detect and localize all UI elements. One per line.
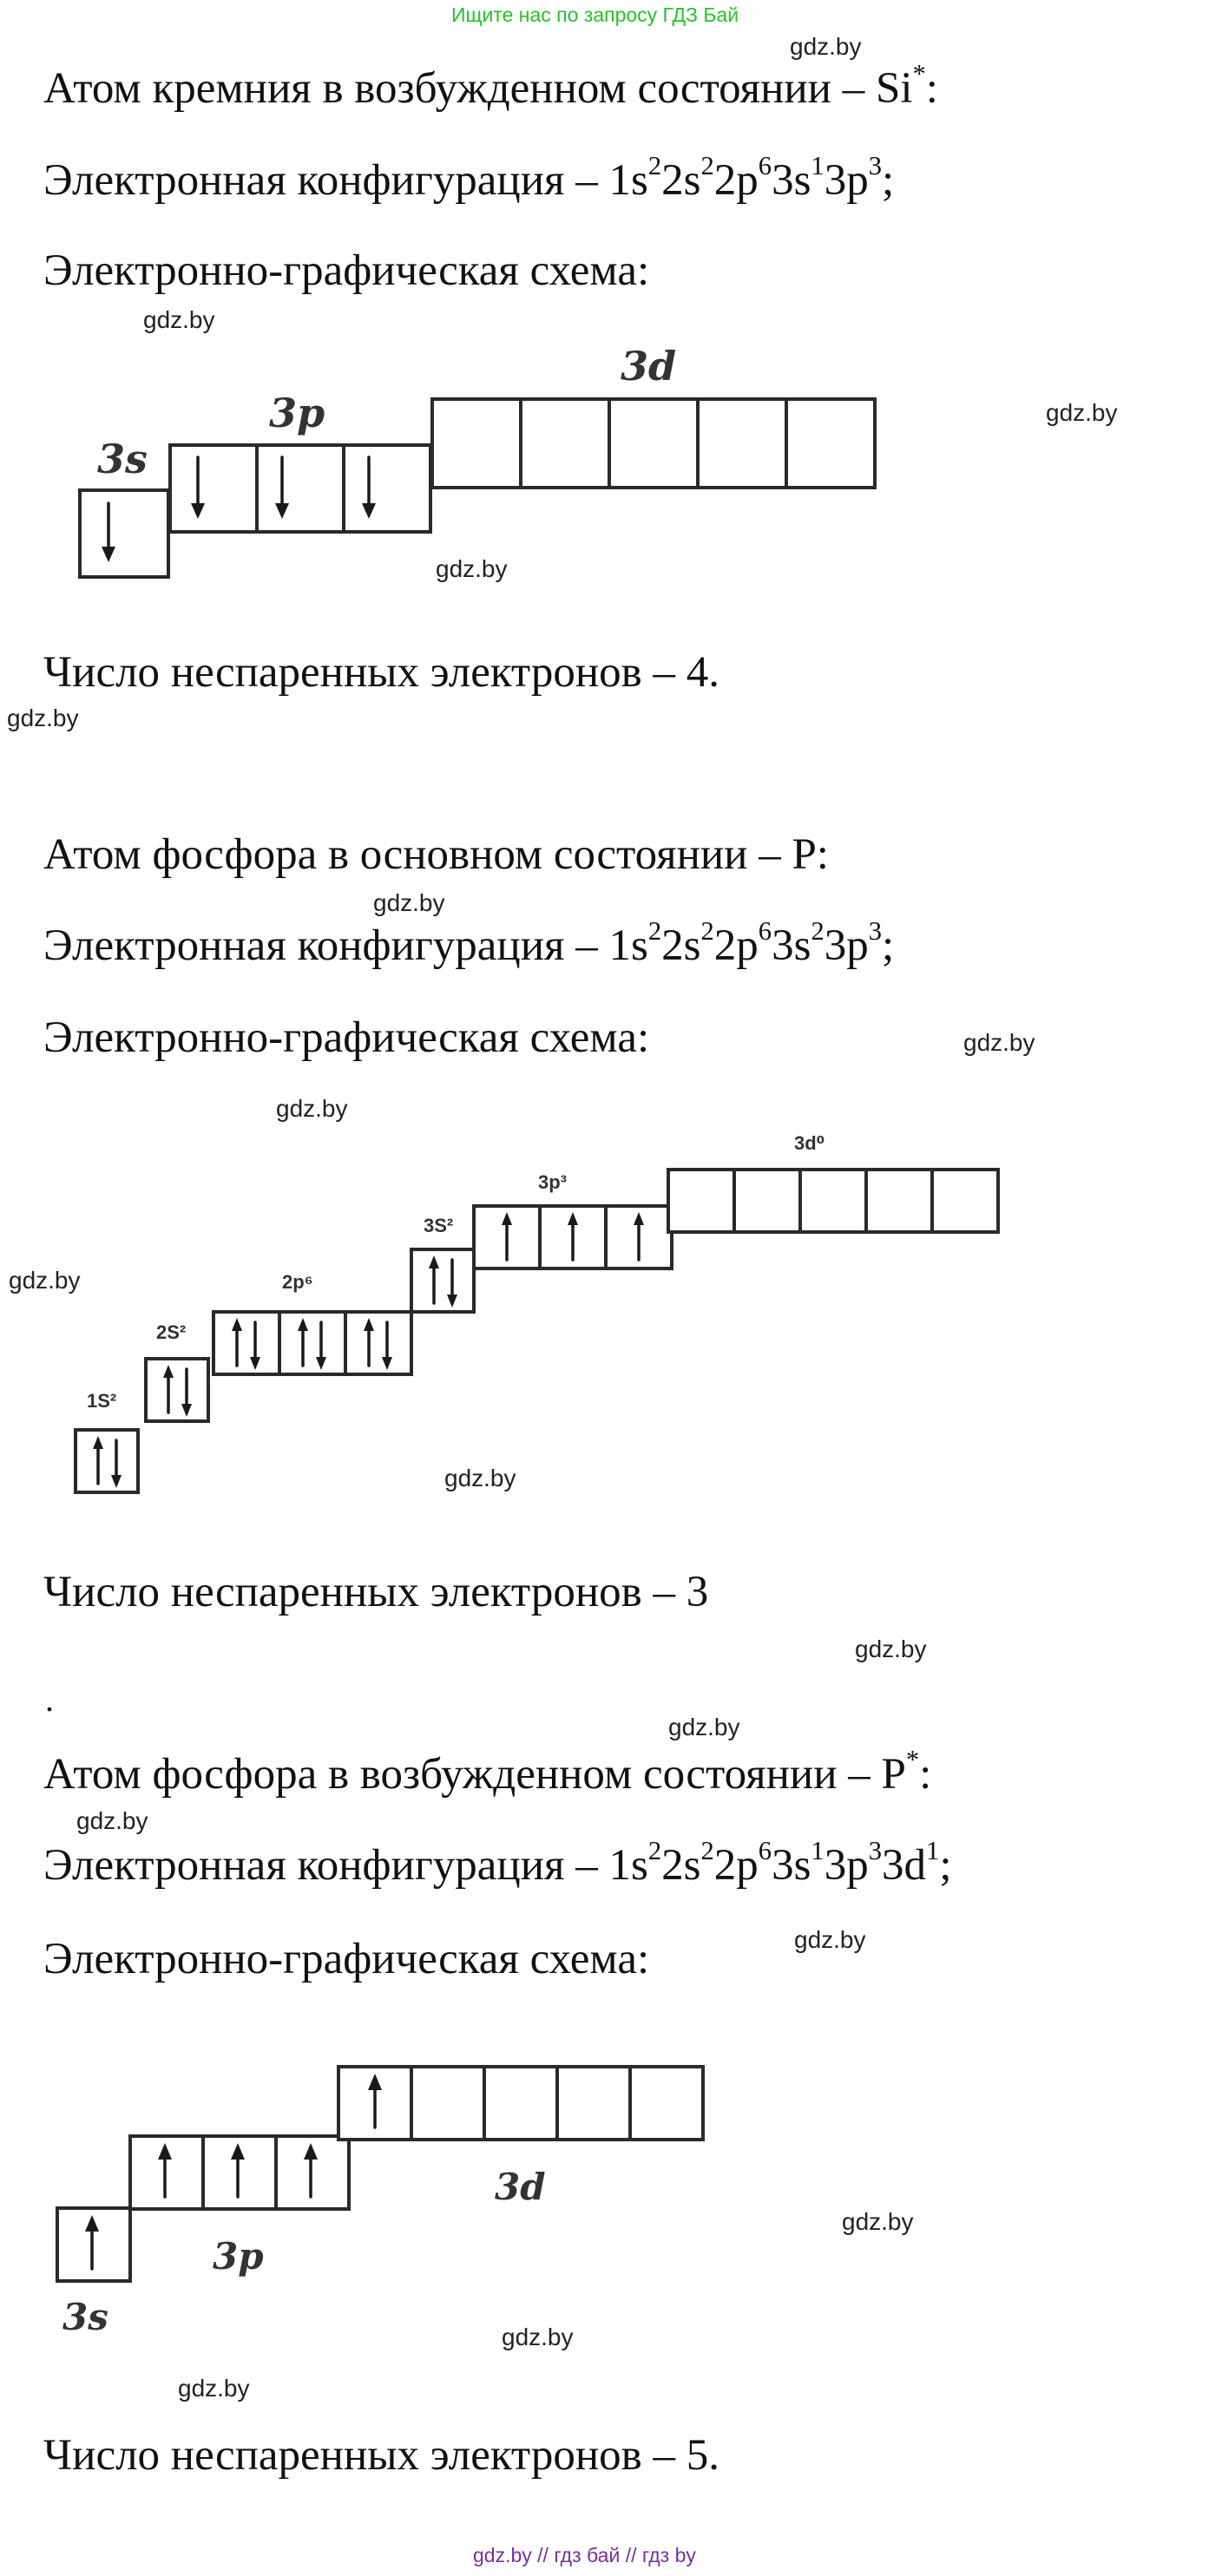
config-term: 1s [608, 1841, 648, 1890]
config-superscript: 2 [811, 916, 825, 947]
p-1s-label: 1S² [87, 1390, 117, 1412]
watermark: gdz.by [842, 2208, 914, 2235]
config-superscript: 3 [868, 1836, 883, 1866]
config-superscript: 1 [926, 1836, 940, 1866]
config-term: 3s [772, 1841, 811, 1890]
si-config: Электронная конфигурация – $1s^22s^22p^63s^13p^3$; [43, 151, 895, 205]
config-term: 3s [772, 921, 811, 970]
si-3s-label: 3s [97, 436, 148, 482]
config-term: 2p [713, 156, 759, 205]
si-3d-label: 3d [621, 343, 677, 390]
watermark: gdz.by [143, 306, 215, 333]
pstar-scheme-label: Электронно-графическая схема: [43, 1935, 650, 1983]
config-term: 2p [713, 1841, 759, 1890]
top-banner[interactable]: Ищите нас по запросу ГДЗ Бай [451, 3, 739, 26]
config-term: 1s [608, 921, 648, 970]
watermark: gdz.by [444, 1465, 516, 1491]
config-superscript: 6 [758, 916, 772, 947]
si-scheme-label: Электронно-графическая схема: [43, 246, 650, 295]
pstar-unpaired: Число неспаренных электронов – 5. [43, 2431, 719, 2480]
config-term: 3s [772, 156, 811, 205]
p-3d-label: 3d⁰ [794, 1132, 825, 1154]
config-superscript: 1 [811, 1836, 825, 1866]
config-term: 3p [824, 156, 869, 205]
watermark: gdz.by [855, 1635, 927, 1662]
p-3p-label: 3p³ [538, 1171, 567, 1193]
config-term: 1s [608, 156, 648, 205]
watermark: gdz.by [9, 1267, 81, 1294]
config-term: 3p [824, 921, 869, 970]
config-superscript: 2 [647, 151, 662, 181]
config-term: 2s [661, 156, 701, 205]
si-3p-label: 3p [269, 390, 325, 436]
config-superscript: 6 [758, 151, 772, 181]
p-2s-label: 2S² [156, 1321, 187, 1343]
pstar-3d-label: 3d [495, 2166, 546, 2208]
watermark: gdz.by [373, 889, 445, 916]
p-unpaired: Число неспаренных электронов – 3 [43, 1568, 709, 1616]
p-3s-label: 3S² [424, 1215, 454, 1236]
si-unpaired: Число неспаренных электронов – 4. [43, 648, 719, 697]
config-term: 2s [661, 921, 701, 970]
pstar-config: Электронная конфигурация – $1s^22s^22p^63s^13p^33d^1$; [43, 1836, 952, 1890]
watermark: gdz.by [668, 1714, 740, 1740]
watermark: gdz.by [276, 1095, 348, 1122]
watermark: gdz.by [7, 705, 79, 731]
watermark: gdz.by [76, 1807, 148, 1834]
config-superscript: 6 [758, 1836, 772, 1866]
config-superscript: 2 [647, 916, 662, 947]
si-title: Атом кремния в возбужденном состоянии – Si*: [43, 59, 938, 113]
config-superscript: 3 [868, 151, 883, 181]
pstar-title: Атом фосфора в возбужденном состоянии – P*: [43, 1745, 932, 1799]
watermark: gdz.by [178, 2375, 250, 2402]
config-term: 3d [882, 1841, 927, 1890]
watermark: gdz.by [436, 555, 508, 582]
pstar-3s-box [57, 2208, 130, 2281]
pstar-3p-boxes [130, 2136, 349, 2209]
pstar-3d-boxes [338, 2067, 703, 2140]
watermark: gdz.by [502, 2324, 574, 2350]
config-term: 3p [824, 1841, 869, 1890]
watermark: gdz.by [790, 33, 862, 60]
config-term: 2s [661, 1841, 701, 1890]
p-2p-label: 2p⁶ [282, 1271, 313, 1293]
footer-links[interactable]: gdz.by // гдз бай // гдз by [473, 2544, 696, 2566]
config-term: 2p [713, 921, 759, 970]
watermark: gdz.by [1046, 399, 1118, 426]
pstar-3s-label: 3s [62, 2296, 108, 2338]
watermark: gdz.by [963, 1029, 1035, 1056]
pstar-3p-label: 3p [213, 2235, 264, 2278]
p-config: Электронная конфигурация – $1s^22s^22p^63s^23p^3$; [43, 916, 895, 970]
config-superscript: 3 [868, 916, 883, 947]
config-superscript: 2 [647, 1836, 662, 1866]
config-superscript: 2 [700, 151, 714, 181]
watermark: gdz.by [794, 1926, 866, 1953]
config-superscript: 2 [700, 916, 714, 947]
config-superscript: 1 [811, 151, 825, 181]
p-scheme-label: Электронно-графическая схема: [43, 1013, 650, 1062]
p-period: . [45, 1680, 54, 1719]
p-title: Атом фосфора в основном состоянии – P: [43, 830, 829, 879]
config-superscript: 2 [700, 1836, 714, 1866]
